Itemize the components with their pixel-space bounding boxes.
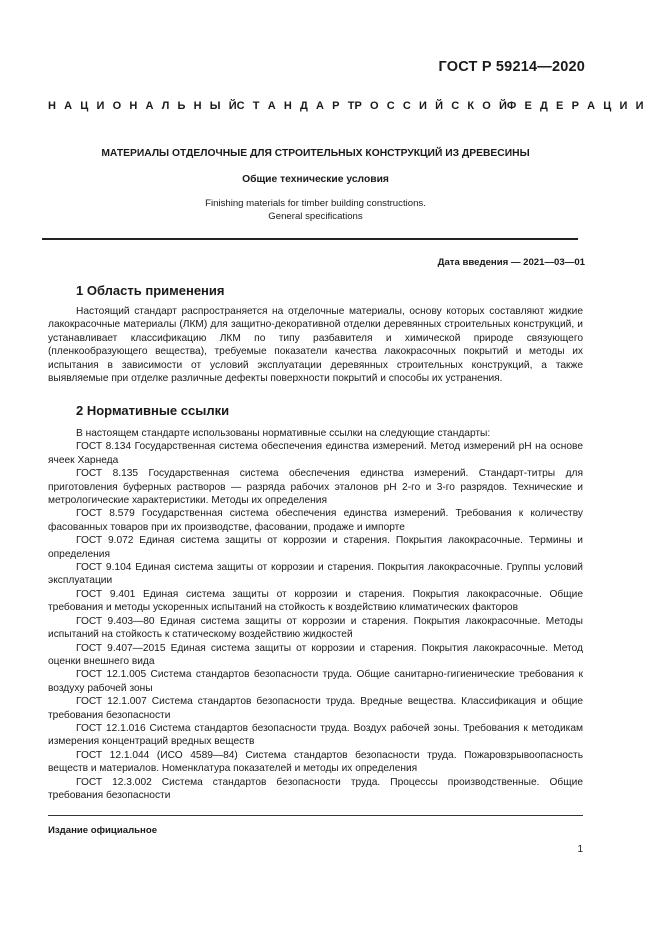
reference-item: ГОСТ 12.1.005 Система стандартов безопасности труда. Общие санитарно-гигиенические требования к воздуху рабочей зоны <box>48 669 583 694</box>
official-edition-note: Издание официальное <box>48 825 158 836</box>
reference-item: ГОСТ 9.407—2015 Единая система защиты от коррозии и старения. Покрытия лакокрасочные. Метод оценки внешнего вида <box>48 642 583 667</box>
reference-item: ГОСТ 12.1.016 Система стандартов безопасности труда. Воздух рабочей зоны. Требования к методикам измерения концентраций вредных веществ <box>48 722 583 748</box>
reference-item: ГОСТ 8.579 Государственная система обеспечения единства измерений. Требования к количеству фасованных товаров при их производстве, фасовании, продаже и импорте <box>48 508 583 533</box>
reference-item: ГОСТ 9.403—80 Единая система защиты от коррозии и старения. Покрытия лакокрасочные. Методы испытаний на стойкость к статическому воздействию жидкостей <box>48 615 583 641</box>
references-intro: В настоящем стандарте использованы нормативные ссылки на следующие стандарты: <box>76 428 491 439</box>
scope-paragraph: Настоящий стандарт распространяется на отделочные материалы, основу которых составляют жидкие лакокрасочные материалы (ЛКМ) для защитно-декоративной отделки деревянных строительных конструкций, и устанавливает классификацию ЛКМ по типу разбавителя и химической природе связующего (пленкообразующего вещества), требуемые показатели качества лакокрасочных покрытий и методы их испытания в зависимости от условий эксплуатации деревянных строительных конструкций, а также выявляемые при отделке различные дефекты поверхности покрытий и способы их устранения. <box>48 306 583 385</box>
title-divider <box>42 238 578 240</box>
reference-item: ГОСТ 12.3.002 Система стандартов безопасности труда. Процессы производственные. Общие требования безопасности <box>48 776 583 801</box>
english-title-line-2: General specifications <box>268 210 363 222</box>
reference-item: ГОСТ 12.1.044 (ИСО 4589—84) Система стандартов безопасности труда. Пожаровзрывоопасность веществ и материалов. Номенклатура показателей и методы их определения <box>48 749 583 775</box>
reference-item: ГОСТ 9.401 Единая система защиты от коррозии и старения. Покрытия лакокрасочные. Общие требования и методы ускоренных испытаний на стойкость к воздействию климатических факторов <box>48 588 583 614</box>
reference-item: ГОСТ 8.135 Государственная система обеспечения единства измерений. Стандарт-титры для приготовления буферных растворов — разряда рабочих эталонов pH 2-го и 3-го разрядов. Технические и метрологические характеристики. Методы их определения <box>48 468 583 507</box>
reference-item: ГОСТ 12.1.007 Система стандартов безопасности труда. Вредные вещества. Классификация и общие требования безопасности <box>48 696 583 721</box>
national-standard-heading <box>48 100 644 112</box>
national-heading-word: Н А Ц И О Н А Л Ь Н Ы Й <box>48 100 237 112</box>
section-heading-normative-references: 2 Нормативные ссылки <box>76 403 230 418</box>
normative-references-list <box>48 427 583 802</box>
footer-divider <box>48 815 583 816</box>
national-heading-word: С Т А Н Д А Р Т <box>236 100 355 112</box>
national-heading-word: Р О С С И Й С К О Й <box>354 100 507 112</box>
english-title <box>48 198 583 223</box>
reference-item: ГОСТ 9.072 Единая система защиты от коррозии и старения. Покрытия лакокрасочные. Термины и определения <box>48 535 583 560</box>
introduction-date: Дата введения — 2021—03—01 <box>437 257 585 268</box>
document-subtitle: Общие технические условия <box>242 174 389 185</box>
page-number: 1 <box>577 844 583 855</box>
national-heading-word: Ф Е Д Е Р А Ц И И <box>506 100 644 112</box>
section-heading-scope: 1 Область применения <box>76 283 225 298</box>
reference-item: ГОСТ 9.104 Единая система защиты от коррозии и старения. Покрытия лакокрасочные. Группы условий эксплуатации <box>48 562 583 587</box>
standard-number: ГОСТ Р 59214—2020 <box>438 59 585 75</box>
english-title-line-1: Finishing materials for timber building constructions. <box>205 198 426 209</box>
document-title: МАТЕРИАЛЫ ОТДЕЛОЧНЫЕ ДЛЯ СТРОИТЕЛЬНЫХ КОНСТРУКЦИЙ ИЗ ДРЕВЕСИНЫ <box>101 148 530 159</box>
reference-item: ГОСТ 8.134 Государственная система обеспечения единства измерений. Метод измерений pH на основе ячеек Харнеда <box>48 441 583 466</box>
